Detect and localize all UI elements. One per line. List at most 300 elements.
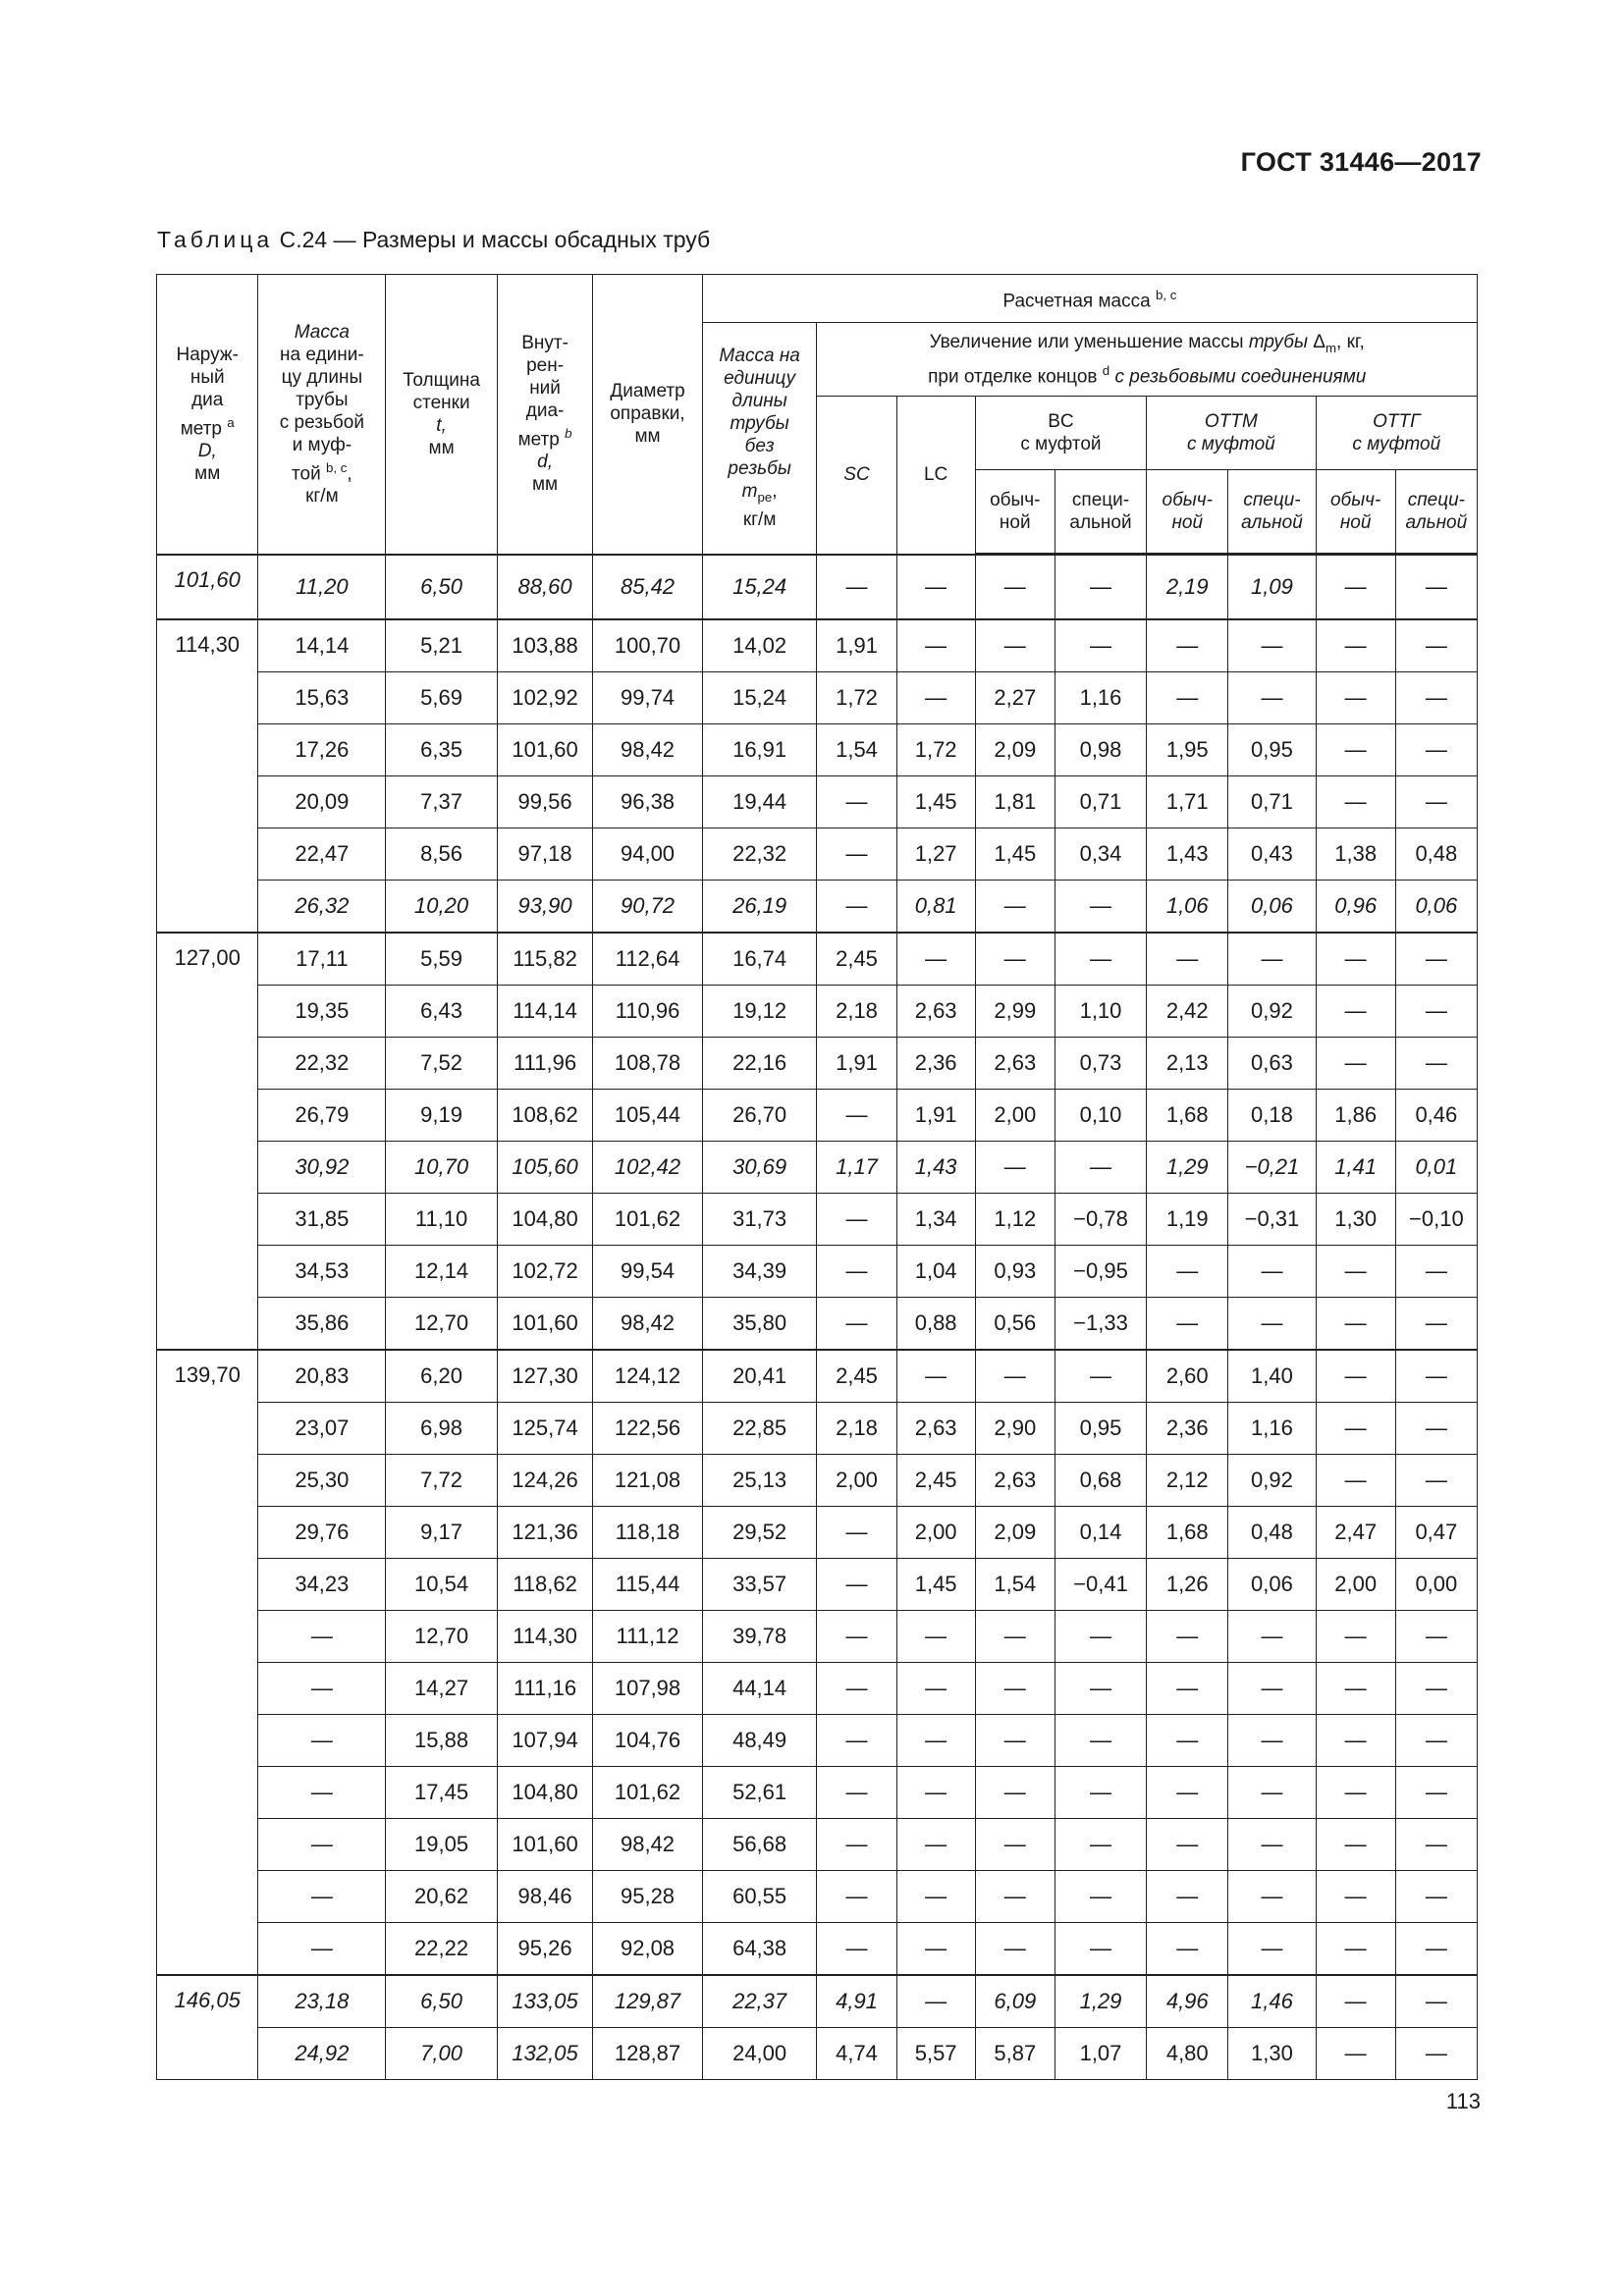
cell-sc: — xyxy=(817,1193,896,1245)
table-row xyxy=(157,1818,1478,1870)
cell-dr: 121,08 xyxy=(593,1454,703,1506)
table-row xyxy=(157,1193,1478,1245)
pipe-dimensions-table xyxy=(156,274,1478,2080)
col-header-ottm: ОТТМ с муфтой xyxy=(1147,397,1316,470)
cell-otms: — xyxy=(1228,1818,1316,1870)
cell-sc: — xyxy=(817,828,896,880)
cell-otms: −0,31 xyxy=(1228,1193,1316,1245)
cell-otmn: — xyxy=(1147,1922,1228,1975)
cell-outer-diameter: 127,00 xyxy=(157,933,258,1350)
cell-otms: 1,46 xyxy=(1228,1975,1316,2028)
cell-m: — xyxy=(258,1610,386,1662)
cell-pe: 34,39 xyxy=(702,1245,817,1297)
cell-bcs: — xyxy=(1055,880,1146,933)
col-header-ottm-special: специ- альной xyxy=(1228,470,1316,555)
cell-t: 11,10 xyxy=(386,1193,498,1245)
cell-bcn: 2,99 xyxy=(975,985,1055,1037)
cell-id: 101,60 xyxy=(497,723,592,775)
cell-otmn: — xyxy=(1147,1662,1228,1714)
cell-sc: — xyxy=(817,1662,896,1714)
cell-otgs: — xyxy=(1395,1818,1477,1870)
cell-sc: — xyxy=(817,880,896,933)
col-header-unit-mass: Масса на едини- цу длины трубы с резьбой и муф- той $^{b, c}$, кг/м xyxy=(258,275,386,555)
cell-otmn: — xyxy=(1147,671,1228,723)
cell-m: 22,47 xyxy=(258,828,386,880)
cell-otms: 1,40 xyxy=(1228,1350,1316,1403)
cell-otms: −0,21 xyxy=(1228,1141,1316,1193)
table-caption xyxy=(157,227,710,253)
cell-otgn: 2,47 xyxy=(1316,1506,1395,1558)
cell-otms: — xyxy=(1228,1662,1316,1714)
cell-otgn: — xyxy=(1316,775,1395,828)
table-row xyxy=(157,775,1478,828)
cell-sc: — xyxy=(817,775,896,828)
cell-bcn: — xyxy=(975,1350,1055,1403)
table-row xyxy=(157,1506,1478,1558)
cell-sc: — xyxy=(817,1818,896,1870)
cell-m: 15,63 xyxy=(258,671,386,723)
cell-sc: — xyxy=(817,1245,896,1297)
table-row xyxy=(157,1662,1478,1714)
cell-sc: — xyxy=(817,555,896,619)
cell-t: 12,70 xyxy=(386,1297,498,1350)
cell-otgs: −0,10 xyxy=(1395,1193,1477,1245)
cell-otgs: — xyxy=(1395,723,1477,775)
cell-bcs: — xyxy=(1055,1818,1146,1870)
cell-otms: — xyxy=(1228,1870,1316,1922)
cell-otgn: — xyxy=(1316,1402,1395,1454)
cell-lc: 2,36 xyxy=(896,1037,975,1089)
cell-bcs: 1,07 xyxy=(1055,2027,1146,2079)
cell-otgn: — xyxy=(1316,1766,1395,1818)
cell-lc: — xyxy=(896,619,975,672)
cell-lc: 1,91 xyxy=(896,1089,975,1141)
cell-t: 19,05 xyxy=(386,1818,498,1870)
cell-pe: 64,38 xyxy=(702,1922,817,1975)
cell-otmn: 2,12 xyxy=(1147,1454,1228,1506)
cell-t: 22,22 xyxy=(386,1922,498,1975)
cell-bcs: — xyxy=(1055,1766,1146,1818)
cell-pe: 39,78 xyxy=(702,1610,817,1662)
cell-sc: — xyxy=(817,1297,896,1350)
cell-bcn: 2,27 xyxy=(975,671,1055,723)
cell-pe: 15,24 xyxy=(702,555,817,619)
cell-id: 97,18 xyxy=(497,828,592,880)
cell-id: 114,30 xyxy=(497,1610,592,1662)
cell-lc: — xyxy=(896,1714,975,1766)
cell-dr: 94,00 xyxy=(593,828,703,880)
cell-pe: 56,68 xyxy=(702,1818,817,1870)
cell-pe: 19,12 xyxy=(702,985,817,1037)
cell-bcs: 0,14 xyxy=(1055,1506,1146,1558)
cell-m: 17,26 xyxy=(258,723,386,775)
cell-bcs: 1,10 xyxy=(1055,985,1146,1037)
cell-bcn: — xyxy=(975,1714,1055,1766)
table-row xyxy=(157,2027,1478,2079)
cell-dr: 128,87 xyxy=(593,2027,703,2079)
cell-sc: 2,18 xyxy=(817,1402,896,1454)
cell-otmn: 2,36 xyxy=(1147,1402,1228,1454)
col-header-bc-normal: обыч- ной xyxy=(975,470,1055,555)
col-header-ottg-normal: обыч- ной xyxy=(1316,470,1395,555)
cell-pe: 44,14 xyxy=(702,1662,817,1714)
cell-id: 99,56 xyxy=(497,775,592,828)
col-header-ottm-normal: обыч- ной xyxy=(1147,470,1228,555)
cell-otmn: 1,19 xyxy=(1147,1193,1228,1245)
cell-otgs: — xyxy=(1395,1350,1477,1403)
cell-dr: 100,70 xyxy=(593,619,703,672)
cell-t: 17,45 xyxy=(386,1766,498,1818)
cell-lc: 2,45 xyxy=(896,1454,975,1506)
cell-m: 26,79 xyxy=(258,1089,386,1141)
cell-dr: 101,62 xyxy=(593,1766,703,1818)
cell-dr: 105,44 xyxy=(593,1089,703,1141)
cell-otms: 0,92 xyxy=(1228,1454,1316,1506)
cell-dr: 98,42 xyxy=(593,723,703,775)
cell-bcn: 6,09 xyxy=(975,1975,1055,2028)
cell-otgn: — xyxy=(1316,1454,1395,1506)
cell-otgs: — xyxy=(1395,1922,1477,1975)
cell-bcs: — xyxy=(1055,1922,1146,1975)
cell-t: 5,59 xyxy=(386,933,498,986)
cell-otmn: 2,60 xyxy=(1147,1350,1228,1403)
cell-lc: 1,72 xyxy=(896,723,975,775)
cell-otms: 0,18 xyxy=(1228,1089,1316,1141)
cell-id: 114,14 xyxy=(497,985,592,1037)
cell-otgs: 0,48 xyxy=(1395,828,1477,880)
table-row xyxy=(157,1714,1478,1766)
cell-otmn: 1,26 xyxy=(1147,1558,1228,1610)
cell-bcn: — xyxy=(975,1766,1055,1818)
cell-dr: 124,12 xyxy=(593,1350,703,1403)
cell-otgn: — xyxy=(1316,1245,1395,1297)
cell-pe: 26,19 xyxy=(702,880,817,933)
table-row xyxy=(157,1766,1478,1818)
cell-otms: 0,71 xyxy=(1228,775,1316,828)
cell-lc: — xyxy=(896,1975,975,2028)
cell-id: 95,26 xyxy=(497,1922,592,1975)
cell-otmn: 2,19 xyxy=(1147,555,1228,619)
table-row xyxy=(157,1558,1478,1610)
cell-t: 9,19 xyxy=(386,1089,498,1141)
cell-otgn: — xyxy=(1316,723,1395,775)
cell-dr: 122,56 xyxy=(593,1402,703,1454)
cell-outer-diameter: 114,30 xyxy=(157,619,258,933)
cell-id: 132,05 xyxy=(497,2027,592,2079)
col-header-sc: SC xyxy=(817,397,896,555)
cell-otgs: — xyxy=(1395,775,1477,828)
cell-dr: 118,18 xyxy=(593,1506,703,1558)
cell-bcn: 2,09 xyxy=(975,1506,1055,1558)
cell-otms: — xyxy=(1228,1714,1316,1766)
cell-lc: — xyxy=(896,1610,975,1662)
cell-otgs: — xyxy=(1395,619,1477,672)
col-header-ottg-special: специ- альной xyxy=(1395,470,1477,555)
table-row xyxy=(157,985,1478,1037)
cell-lc: — xyxy=(896,1922,975,1975)
document-id: ГОСТ 31446—2017 xyxy=(1240,147,1482,177)
cell-t: 7,72 xyxy=(386,1454,498,1506)
cell-t: 6,35 xyxy=(386,723,498,775)
cell-lc: — xyxy=(896,555,975,619)
cell-sc: — xyxy=(817,1610,896,1662)
cell-lc: — xyxy=(896,1662,975,1714)
cell-pe: 26,70 xyxy=(702,1089,817,1141)
cell-id: 108,62 xyxy=(497,1089,592,1141)
table-row xyxy=(157,828,1478,880)
cell-m: — xyxy=(258,1662,386,1714)
cell-pe: 24,00 xyxy=(702,2027,817,2079)
cell-otgs: — xyxy=(1395,1402,1477,1454)
cell-m: 29,76 xyxy=(258,1506,386,1558)
cell-id: 127,30 xyxy=(497,1350,592,1403)
cell-otmn: 1,06 xyxy=(1147,880,1228,933)
cell-lc: — xyxy=(896,1350,975,1403)
cell-t: 10,20 xyxy=(386,880,498,933)
cell-sc: — xyxy=(817,1089,896,1141)
cell-bcn: — xyxy=(975,1870,1055,1922)
cell-bcs: 0,95 xyxy=(1055,1402,1146,1454)
cell-otgn: 1,41 xyxy=(1316,1141,1395,1193)
cell-lc: — xyxy=(896,671,975,723)
cell-otgs: — xyxy=(1395,985,1477,1037)
cell-pe: 29,52 xyxy=(702,1506,817,1558)
cell-otgn: — xyxy=(1316,1610,1395,1662)
cell-sc: — xyxy=(817,1714,896,1766)
cell-sc: — xyxy=(817,1870,896,1922)
cell-dr: 98,42 xyxy=(593,1297,703,1350)
cell-m: 19,35 xyxy=(258,985,386,1037)
cell-dr: 104,76 xyxy=(593,1714,703,1766)
cell-lc: — xyxy=(896,1870,975,1922)
col-header-plain-end-mass: Масса на единицу длины трубы без резьбы $m_{pe}$, кг/м xyxy=(702,323,817,555)
cell-otgn: — xyxy=(1316,1870,1395,1922)
cell-otgs: — xyxy=(1395,1297,1477,1350)
cell-bcn: 1,45 xyxy=(975,828,1055,880)
cell-otgn: — xyxy=(1316,619,1395,672)
cell-pe: 22,16 xyxy=(702,1037,817,1089)
cell-otgn: — xyxy=(1316,555,1395,619)
cell-sc: — xyxy=(817,1922,896,1975)
cell-bcn: 2,63 xyxy=(975,1037,1055,1089)
table-row xyxy=(157,1975,1478,2028)
table-row xyxy=(157,723,1478,775)
cell-otgn: 0,96 xyxy=(1316,880,1395,933)
cell-bcn: 0,56 xyxy=(975,1297,1055,1350)
cell-dr: 90,72 xyxy=(593,880,703,933)
cell-otgn: — xyxy=(1316,1037,1395,1089)
cell-otgn: — xyxy=(1316,1975,1395,2028)
cell-otmn: 4,96 xyxy=(1147,1975,1228,2028)
cell-m: 30,92 xyxy=(258,1141,386,1193)
table-row xyxy=(157,1297,1478,1350)
cell-otmn: 1,71 xyxy=(1147,775,1228,828)
table-row xyxy=(157,555,1478,619)
cell-id: 103,88 xyxy=(497,619,592,672)
cell-pe: 25,13 xyxy=(702,1454,817,1506)
table-row xyxy=(157,1922,1478,1975)
cell-otmn: 1,95 xyxy=(1147,723,1228,775)
cell-lc: 0,81 xyxy=(896,880,975,933)
cell-bcs: 0,71 xyxy=(1055,775,1146,828)
cell-t: 6,50 xyxy=(386,1975,498,2028)
cell-id: 102,72 xyxy=(497,1245,592,1297)
cell-otgn: — xyxy=(1316,1350,1395,1403)
cell-otmn: 4,80 xyxy=(1147,2027,1228,2079)
cell-lc: 2,63 xyxy=(896,1402,975,1454)
cell-dr: 110,96 xyxy=(593,985,703,1037)
cell-outer-diameter: 139,70 xyxy=(157,1350,258,1975)
cell-otgn: — xyxy=(1316,1662,1395,1714)
table-row xyxy=(157,1245,1478,1297)
cell-otms: — xyxy=(1228,671,1316,723)
cell-bcs: — xyxy=(1055,1714,1146,1766)
caption-prefix: Таблица xyxy=(157,227,274,252)
cell-otms: — xyxy=(1228,1922,1316,1975)
cell-bcn: 2,09 xyxy=(975,723,1055,775)
cell-bcs: — xyxy=(1055,1141,1146,1193)
cell-otgs: — xyxy=(1395,671,1477,723)
cell-t: 6,98 xyxy=(386,1402,498,1454)
cell-id: 107,94 xyxy=(497,1714,592,1766)
cell-bcn: — xyxy=(975,1610,1055,1662)
cell-bcn: 2,90 xyxy=(975,1402,1055,1454)
cell-t: 20,62 xyxy=(386,1870,498,1922)
cell-id: 105,60 xyxy=(497,1141,592,1193)
cell-t: 5,69 xyxy=(386,671,498,723)
cell-otgs: 0,46 xyxy=(1395,1089,1477,1141)
cell-id: 118,62 xyxy=(497,1558,592,1610)
cell-id: 102,92 xyxy=(497,671,592,723)
table-row xyxy=(157,1350,1478,1403)
cell-sc: 2,18 xyxy=(817,985,896,1037)
cell-outer-diameter: 146,05 xyxy=(157,1975,258,2080)
cell-m: 26,32 xyxy=(258,880,386,933)
cell-dr: 99,54 xyxy=(593,1245,703,1297)
cell-sc: — xyxy=(817,1506,896,1558)
cell-lc: 1,34 xyxy=(896,1193,975,1245)
cell-bcn: 2,63 xyxy=(975,1454,1055,1506)
cell-otgn: — xyxy=(1316,2027,1395,2079)
cell-pe: 19,44 xyxy=(702,775,817,828)
page-number: 113 xyxy=(1445,2089,1481,2113)
cell-id: 133,05 xyxy=(497,1975,592,2028)
cell-dr: 102,42 xyxy=(593,1141,703,1193)
cell-otgn: — xyxy=(1316,1922,1395,1975)
cell-otgs: — xyxy=(1395,1870,1477,1922)
cell-t: 12,70 xyxy=(386,1610,498,1662)
cell-id: 98,46 xyxy=(497,1870,592,1922)
cell-m: 34,53 xyxy=(258,1245,386,1297)
cell-m: 17,11 xyxy=(258,933,386,986)
cell-otgs: — xyxy=(1395,555,1477,619)
cell-otms: 0,06 xyxy=(1228,880,1316,933)
cell-otmn: — xyxy=(1147,1818,1228,1870)
cell-pe: 35,80 xyxy=(702,1297,817,1350)
cell-t: 7,52 xyxy=(386,1037,498,1089)
cell-sc: 1,72 xyxy=(817,671,896,723)
cell-m: 35,86 xyxy=(258,1297,386,1350)
cell-pe: 14,02 xyxy=(702,619,817,672)
cell-sc: 2,45 xyxy=(817,1350,896,1403)
table-row xyxy=(157,1141,1478,1193)
cell-otgn: — xyxy=(1316,985,1395,1037)
cell-sc: 1,91 xyxy=(817,1037,896,1089)
cell-otmn: — xyxy=(1147,619,1228,672)
cell-otmn: — xyxy=(1147,1610,1228,1662)
cell-pe: 15,24 xyxy=(702,671,817,723)
cell-lc: — xyxy=(896,933,975,986)
table-row xyxy=(157,1610,1478,1662)
cell-otmn: 2,42 xyxy=(1147,985,1228,1037)
cell-id: 111,96 xyxy=(497,1037,592,1089)
cell-m: 34,23 xyxy=(258,1558,386,1610)
cell-lc: 2,63 xyxy=(896,985,975,1037)
col-header-calculated-mass: Расчетная масса $^{b, c}$ xyxy=(702,275,1477,323)
cell-bcn: — xyxy=(975,619,1055,672)
cell-dr: 85,42 xyxy=(593,555,703,619)
cell-bcs: — xyxy=(1055,933,1146,986)
cell-otmn: 2,13 xyxy=(1147,1037,1228,1089)
cell-id: 104,80 xyxy=(497,1766,592,1818)
cell-bcs: — xyxy=(1055,1662,1146,1714)
cell-lc: — xyxy=(896,1818,975,1870)
cell-bcn: — xyxy=(975,933,1055,986)
col-header-bc: BC с муфтой xyxy=(975,397,1146,470)
cell-bcn: — xyxy=(975,555,1055,619)
caption-text: С.24 — Размеры и массы обсадных труб xyxy=(279,227,711,252)
col-header-ottg: ОТТГ с муфтой xyxy=(1316,397,1477,470)
cell-m: — xyxy=(258,1818,386,1870)
cell-pe: 31,73 xyxy=(702,1193,817,1245)
cell-otms: 0,06 xyxy=(1228,1558,1316,1610)
cell-lc: 0,88 xyxy=(896,1297,975,1350)
cell-otgn: — xyxy=(1316,1714,1395,1766)
cell-m: 20,83 xyxy=(258,1350,386,1403)
cell-pe: 48,49 xyxy=(702,1714,817,1766)
cell-dr: 98,42 xyxy=(593,1818,703,1870)
cell-m: — xyxy=(258,1922,386,1975)
cell-bcs: 0,34 xyxy=(1055,828,1146,880)
cell-dr: 101,62 xyxy=(593,1193,703,1245)
cell-sc: 4,74 xyxy=(817,2027,896,2079)
table-row xyxy=(157,1454,1478,1506)
cell-bcn: 1,81 xyxy=(975,775,1055,828)
cell-lc: 1,27 xyxy=(896,828,975,880)
cell-bcs: — xyxy=(1055,1350,1146,1403)
cell-otms: — xyxy=(1228,933,1316,986)
cell-t: 6,43 xyxy=(386,985,498,1037)
cell-dr: 111,12 xyxy=(593,1610,703,1662)
cell-m: — xyxy=(258,1870,386,1922)
cell-bcn: — xyxy=(975,1141,1055,1193)
cell-t: 10,70 xyxy=(386,1141,498,1193)
cell-bcs: −0,95 xyxy=(1055,1245,1146,1297)
cell-dr: 112,64 xyxy=(593,933,703,986)
cell-outer-diameter: 101,60 xyxy=(157,555,258,619)
cell-otms: — xyxy=(1228,1297,1316,1350)
table-row xyxy=(157,1402,1478,1454)
table-row xyxy=(157,619,1478,672)
table-row xyxy=(157,1870,1478,1922)
cell-id: 104,80 xyxy=(497,1193,592,1245)
cell-bcs: 1,16 xyxy=(1055,671,1146,723)
cell-bcn: — xyxy=(975,1662,1055,1714)
col-header-lc: LC xyxy=(896,397,975,555)
cell-sc: — xyxy=(817,1766,896,1818)
cell-pe: 33,57 xyxy=(702,1558,817,1610)
cell-bcs: 0,73 xyxy=(1055,1037,1146,1089)
